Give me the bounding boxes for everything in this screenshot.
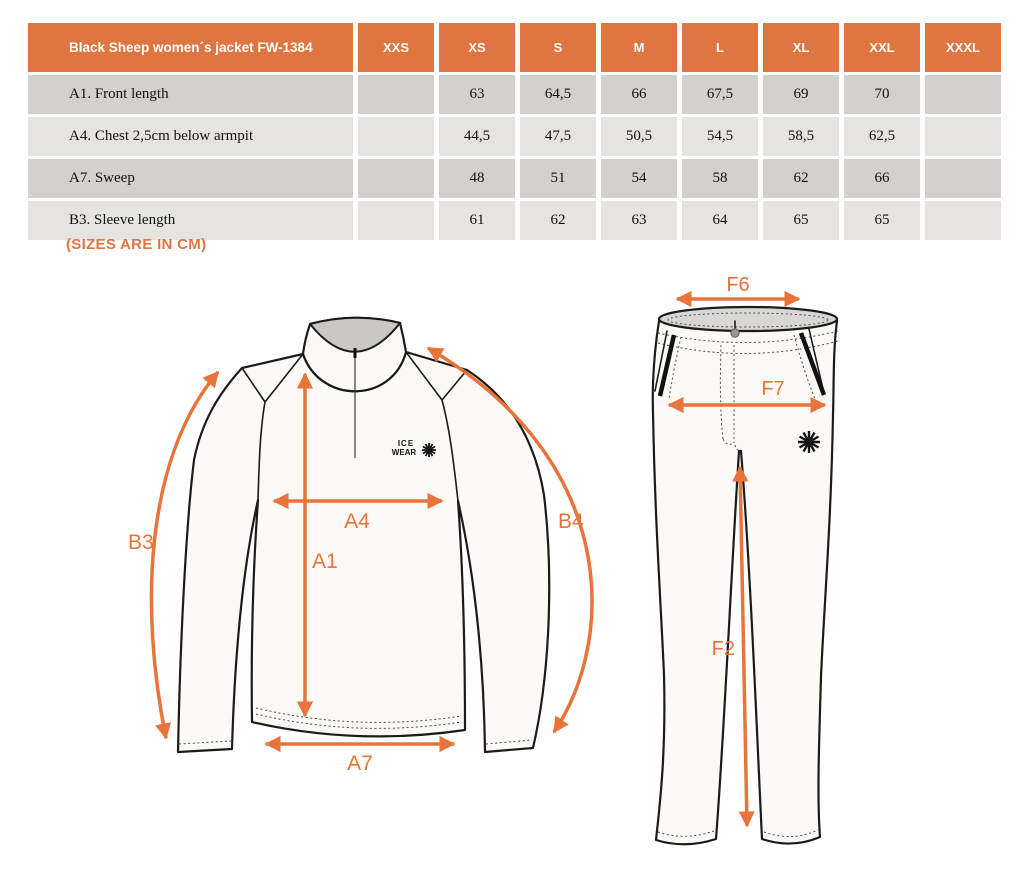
size-value-cell: 63 — [439, 75, 515, 114]
measurement-row-b3 — [28, 201, 1001, 240]
size-value-cell: 70 — [844, 75, 920, 114]
size-col-header-xxl: XXL — [844, 23, 920, 72]
size-value-cell: 66 — [844, 159, 920, 198]
jacket-diagram — [120, 300, 640, 820]
brand-logo-ice: ICE — [397, 439, 415, 448]
size-value-cell: 69 — [763, 75, 839, 114]
jacket-outline — [178, 352, 549, 752]
size-col-header-xs: XS — [439, 23, 515, 72]
row-label: A1. Front length — [28, 75, 353, 114]
size-value-cell: 61 — [439, 201, 515, 240]
size-value-cell: 50,5 — [601, 117, 677, 156]
size-value-cell: 65 — [763, 201, 839, 240]
size-col-header-xl: XL — [763, 23, 839, 72]
size-value-cell: 66 — [601, 75, 677, 114]
row-label: B3. Sleeve length — [28, 201, 353, 240]
measure-label-b3: B3 — [128, 531, 154, 554]
size-value-cell: 62 — [520, 201, 596, 240]
size-value-cell: 64 — [682, 201, 758, 240]
size-table — [23, 20, 1006, 243]
measurement-row-a1 — [28, 75, 1001, 114]
size-value-cell: 44,5 — [439, 117, 515, 156]
size-col-header-xxs: XXS — [358, 23, 434, 72]
size-col-header-s: S — [520, 23, 596, 72]
measure-label-f2: F2 — [711, 638, 735, 660]
measure-label-a1: A1 — [312, 550, 338, 573]
size-value-cell: 54,5 — [682, 117, 758, 156]
size-value-cell — [925, 75, 1001, 114]
measure-label-b4: B4 — [558, 510, 584, 533]
measure-label-a4: A4 — [344, 510, 370, 533]
size-value-cell: 65 — [844, 201, 920, 240]
measure-label-f6: F6 — [726, 275, 750, 296]
waist-button — [731, 329, 739, 337]
brand-logo-wear: WEAR — [391, 448, 417, 457]
size-value-cell: 48 — [439, 159, 515, 198]
size-value-cell — [925, 201, 1001, 240]
measure-label-f7: F7 — [761, 378, 785, 400]
measurement-row-a7 — [28, 159, 1001, 198]
size-value-cell — [358, 117, 434, 156]
size-value-cell — [925, 117, 1001, 156]
row-label: A7. Sweep — [28, 159, 353, 198]
row-label: A4. Chest 2,5cm below armpit — [28, 117, 353, 156]
measurement-row-a4 — [28, 117, 1001, 156]
size-value-cell: 47,5 — [520, 117, 596, 156]
sizes-note: (SIZES ARE IN CM) — [66, 236, 207, 253]
size-value-cell — [358, 201, 434, 240]
product-title: Black Sheep women´s jacket FW-1384 — [28, 23, 353, 72]
pants-diagram — [625, 275, 855, 875]
size-value-cell — [358, 75, 434, 114]
size-value-cell: 67,5 — [682, 75, 758, 114]
size-value-cell: 62 — [763, 159, 839, 198]
size-value-cell: 58 — [682, 159, 758, 198]
size-value-cell: 54 — [601, 159, 677, 198]
size-col-header-m: M — [601, 23, 677, 72]
measure-label-a7: A7 — [347, 752, 373, 775]
size-value-cell — [358, 159, 434, 198]
size-value-cell: 64,5 — [520, 75, 596, 114]
size-col-header-l: L — [682, 23, 758, 72]
size-value-cell — [925, 159, 1001, 198]
waist-opening — [659, 307, 837, 331]
size-value-cell: 58,5 — [763, 117, 839, 156]
size-value-cell: 51 — [520, 159, 596, 198]
size-value-cell: 62,5 — [844, 117, 920, 156]
table-header-row — [28, 23, 1001, 72]
size-value-cell: 63 — [601, 201, 677, 240]
size-col-header-xxxl: XXXL — [925, 23, 1001, 72]
